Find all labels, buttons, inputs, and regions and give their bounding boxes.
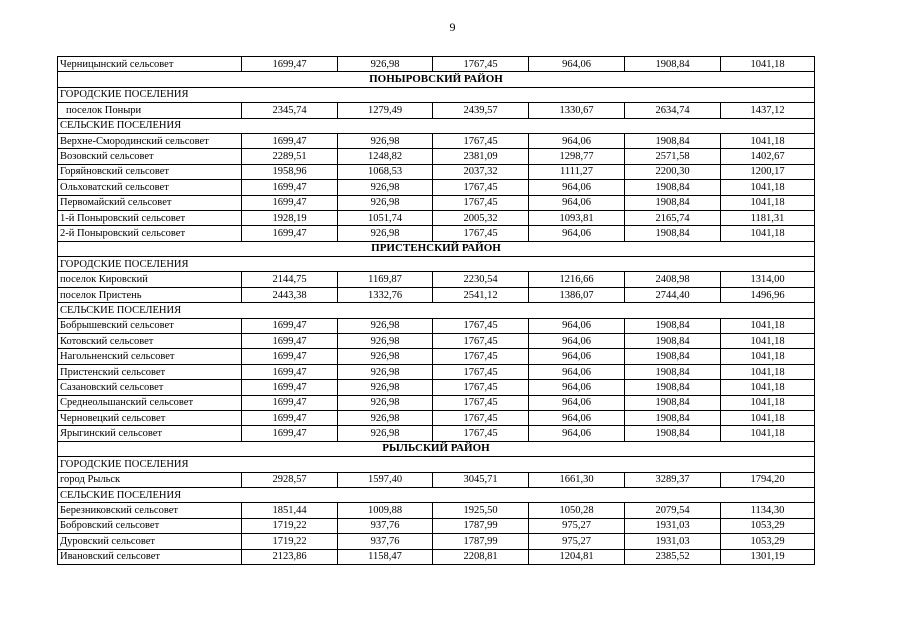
- value-cell-4: 964,06: [529, 133, 625, 148]
- settlement-name: Сазановский сельсовет: [58, 380, 242, 395]
- settlement-name: Ивановский сельсовет: [58, 549, 242, 564]
- value-cell-1: 2289,51: [242, 149, 338, 164]
- table-row: [58, 549, 815, 564]
- settlement-type-label: ГОРОДСКИЕ ПОСЕЛЕНИЯ: [58, 257, 815, 272]
- value-cell-2: 926,98: [338, 318, 433, 333]
- value-cell-2: 1597,40: [338, 472, 433, 487]
- settlement-name: Первомайский сельсовет: [58, 195, 242, 210]
- table-row: [58, 395, 815, 410]
- table-row: [58, 364, 815, 379]
- table-row: [58, 133, 815, 148]
- value-cell-5: 3289,37: [625, 472, 721, 487]
- settlement-name: поселок Пристень: [58, 287, 242, 302]
- value-cell-1: 2443,38: [242, 287, 338, 302]
- value-cell-2: 1158,47: [338, 549, 433, 564]
- value-cell-3: 2439,57: [433, 103, 529, 118]
- value-cell-3: 1767,45: [433, 318, 529, 333]
- value-cell-2: 926,98: [338, 334, 433, 349]
- district-heading-row: [58, 241, 815, 256]
- value-cell-3: 1767,45: [433, 226, 529, 241]
- table-row: [58, 180, 815, 195]
- value-cell-5: 2744,40: [625, 287, 721, 302]
- value-cell-3: 2230,54: [433, 272, 529, 287]
- value-cell-4: 964,06: [529, 180, 625, 195]
- value-cell-2: 926,98: [338, 364, 433, 379]
- value-cell-5: 2165,74: [625, 210, 721, 225]
- value-cell-6: 1041,18: [721, 133, 815, 148]
- value-cell-5: 1908,84: [625, 364, 721, 379]
- settlement-name: Возовский сельсовет: [58, 149, 242, 164]
- value-cell-1: 1699,47: [242, 334, 338, 349]
- value-cell-5: 1908,84: [625, 195, 721, 210]
- value-cell-1: 1699,47: [242, 426, 338, 441]
- value-cell-6: 1301,19: [721, 549, 815, 564]
- settlement-name: Березниковский сельсовет: [58, 503, 242, 518]
- table-row: [58, 503, 815, 518]
- value-cell-3: 1787,99: [433, 518, 529, 533]
- value-cell-4: 1093,81: [529, 210, 625, 225]
- value-cell-1: 1719,22: [242, 534, 338, 549]
- value-cell-6: 1134,30: [721, 503, 815, 518]
- table-row: [58, 272, 815, 287]
- value-cell-1: 1699,47: [242, 318, 338, 333]
- value-cell-6: 1041,18: [721, 364, 815, 379]
- value-cell-5: 2571,58: [625, 149, 721, 164]
- value-cell-4: 975,27: [529, 518, 625, 533]
- value-cell-4: 1298,77: [529, 149, 625, 164]
- value-cell-5: 1908,84: [625, 334, 721, 349]
- table-row: [58, 149, 815, 164]
- value-cell-3: 1767,45: [433, 395, 529, 410]
- district-heading: ПРИСТЕНСКИЙ РАЙОН: [58, 241, 815, 256]
- settlement-name: поселок Кировский: [58, 272, 242, 287]
- value-cell-5: 2200,30: [625, 164, 721, 179]
- district-heading-row: [58, 441, 815, 456]
- table-row: [58, 318, 815, 333]
- value-cell-2: 926,98: [338, 395, 433, 410]
- settlement-name: Пристенский сельсовет: [58, 364, 242, 379]
- value-cell-4: 964,06: [529, 410, 625, 425]
- value-cell-5: 1931,03: [625, 534, 721, 549]
- settlement-type-label: СЕЛЬСКИЕ ПОСЕЛЕНИЯ: [58, 303, 815, 318]
- value-cell-2: 1169,87: [338, 272, 433, 287]
- value-cell-3: 2381,09: [433, 149, 529, 164]
- value-cell-2: 926,98: [338, 426, 433, 441]
- district-heading-row: [58, 72, 815, 87]
- value-cell-5: 1908,84: [625, 395, 721, 410]
- value-cell-3: 1767,45: [433, 349, 529, 364]
- value-cell-6: 1041,18: [721, 380, 815, 395]
- settlement-name: Черницынский сельсовет: [58, 57, 242, 72]
- value-cell-2: 1068,53: [338, 164, 433, 179]
- value-cell-6: 1794,20: [721, 472, 815, 487]
- value-cell-1: 1699,47: [242, 349, 338, 364]
- value-cell-3: 1767,45: [433, 380, 529, 395]
- value-cell-3: 1767,45: [433, 334, 529, 349]
- value-cell-6: 1496,96: [721, 287, 815, 302]
- settlement-name: Верхне-Смородинский сельсовет: [58, 133, 242, 148]
- settlement-name: Ольховатский сельсовет: [58, 180, 242, 195]
- settlement-type-row: [58, 87, 815, 102]
- table-row: [58, 410, 815, 425]
- value-cell-6: 1041,18: [721, 195, 815, 210]
- value-cell-6: 1041,18: [721, 180, 815, 195]
- value-cell-5: 1908,84: [625, 57, 721, 72]
- value-cell-4: 964,06: [529, 395, 625, 410]
- value-cell-1: 1719,22: [242, 518, 338, 533]
- value-cell-5: 1908,84: [625, 180, 721, 195]
- district-heading: ПОНЫРОВСКИЙ РАЙОН: [58, 72, 815, 87]
- value-cell-6: 1402,67: [721, 149, 815, 164]
- table-row: [58, 164, 815, 179]
- value-cell-3: 1787,99: [433, 534, 529, 549]
- value-cell-4: 964,06: [529, 226, 625, 241]
- value-cell-6: 1041,18: [721, 410, 815, 425]
- value-cell-1: 1699,47: [242, 226, 338, 241]
- settlement-name: поселок Поныри: [58, 103, 242, 118]
- value-cell-5: 1908,84: [625, 318, 721, 333]
- value-cell-6: 1041,18: [721, 349, 815, 364]
- value-cell-5: 2385,52: [625, 549, 721, 564]
- tariff-table: [57, 56, 815, 565]
- value-cell-1: 1699,47: [242, 380, 338, 395]
- value-cell-4: 1330,67: [529, 103, 625, 118]
- value-cell-3: 2541,12: [433, 287, 529, 302]
- value-cell-5: 1908,84: [625, 133, 721, 148]
- value-cell-3: 1767,45: [433, 133, 529, 148]
- value-cell-5: 1908,84: [625, 426, 721, 441]
- value-cell-2: 926,98: [338, 57, 433, 72]
- value-cell-2: 1009,88: [338, 503, 433, 518]
- settlement-type-label: СЕЛЬСКИЕ ПОСЕЛЕНИЯ: [58, 118, 815, 133]
- settlement-name: Черновецкий сельсовет: [58, 410, 242, 425]
- value-cell-4: 1216,66: [529, 272, 625, 287]
- value-cell-4: 1111,27: [529, 164, 625, 179]
- value-cell-1: 1699,47: [242, 364, 338, 379]
- value-cell-4: 964,06: [529, 380, 625, 395]
- value-cell-2: 926,98: [338, 349, 433, 364]
- value-cell-3: 2037,32: [433, 164, 529, 179]
- value-cell-1: 1699,47: [242, 395, 338, 410]
- value-cell-6: 1041,18: [721, 57, 815, 72]
- table-row: [58, 426, 815, 441]
- value-cell-5: 2079,54: [625, 503, 721, 518]
- table-row: [58, 518, 815, 533]
- value-cell-4: 1386,07: [529, 287, 625, 302]
- value-cell-1: 2345,74: [242, 103, 338, 118]
- settlement-name: Котовский сельсовет: [58, 334, 242, 349]
- settlement-name: Дуровский сельсовет: [58, 534, 242, 549]
- value-cell-1: 1958,96: [242, 164, 338, 179]
- settlement-type-label: ГОРОДСКИЕ ПОСЕЛЕНИЯ: [58, 457, 815, 472]
- value-cell-5: 1908,84: [625, 380, 721, 395]
- value-cell-4: 964,06: [529, 318, 625, 333]
- settlement-type-row: [58, 257, 815, 272]
- table-row: [58, 57, 815, 72]
- settlement-type-row: [58, 457, 815, 472]
- value-cell-1: 1699,47: [242, 133, 338, 148]
- value-cell-3: 1767,45: [433, 410, 529, 425]
- value-cell-6: 1041,18: [721, 226, 815, 241]
- table-row: [58, 195, 815, 210]
- table-body: [58, 57, 815, 565]
- page-number: 9: [449, 20, 456, 34]
- value-cell-4: 964,06: [529, 195, 625, 210]
- value-cell-6: 1041,18: [721, 426, 815, 441]
- value-cell-2: 926,98: [338, 226, 433, 241]
- table-row: [58, 472, 815, 487]
- value-cell-2: 926,98: [338, 195, 433, 210]
- value-cell-4: 964,06: [529, 349, 625, 364]
- value-cell-6: 1041,18: [721, 334, 815, 349]
- settlement-name: Бобровский сельсовет: [58, 518, 242, 533]
- value-cell-2: 926,98: [338, 133, 433, 148]
- district-heading: РЫЛЬСКИЙ РАЙОН: [58, 441, 815, 456]
- value-cell-3: 1767,45: [433, 426, 529, 441]
- value-cell-2: 926,98: [338, 380, 433, 395]
- settlement-name: Нагольненский сельсовет: [58, 349, 242, 364]
- value-cell-5: 1931,03: [625, 518, 721, 533]
- value-cell-6: 1041,18: [721, 395, 815, 410]
- value-cell-1: 1699,47: [242, 410, 338, 425]
- table-row: [58, 287, 815, 302]
- value-cell-3: 2005,32: [433, 210, 529, 225]
- table-row: [58, 210, 815, 225]
- value-cell-5: 1908,84: [625, 349, 721, 364]
- value-cell-2: 1332,76: [338, 287, 433, 302]
- table-row: [58, 103, 815, 118]
- value-cell-1: 1699,47: [242, 195, 338, 210]
- value-cell-3: 1767,45: [433, 364, 529, 379]
- value-cell-4: 964,06: [529, 426, 625, 441]
- table-row: [58, 334, 815, 349]
- value-cell-3: 1767,45: [433, 195, 529, 210]
- value-cell-6: 1053,29: [721, 518, 815, 533]
- settlement-type-row: [58, 118, 815, 133]
- settlement-name: Горяйновский сельсовет: [58, 164, 242, 179]
- value-cell-1: 1699,47: [242, 57, 338, 72]
- value-cell-5: 2408,98: [625, 272, 721, 287]
- value-cell-6: 1181,31: [721, 210, 815, 225]
- value-cell-1: 2144,75: [242, 272, 338, 287]
- value-cell-2: 1279,49: [338, 103, 433, 118]
- value-cell-3: 3045,71: [433, 472, 529, 487]
- value-cell-4: 1661,30: [529, 472, 625, 487]
- table-row: [58, 380, 815, 395]
- value-cell-1: 1851,44: [242, 503, 338, 518]
- value-cell-6: 1041,18: [721, 318, 815, 333]
- settlement-name: Среднеольшанский сельсовет: [58, 395, 242, 410]
- value-cell-1: 2123,86: [242, 549, 338, 564]
- value-cell-2: 1248,82: [338, 149, 433, 164]
- table-row: [58, 349, 815, 364]
- value-cell-5: 2634,74: [625, 103, 721, 118]
- value-cell-4: 964,06: [529, 364, 625, 379]
- value-cell-2: 926,98: [338, 410, 433, 425]
- value-cell-4: 1050,28: [529, 503, 625, 518]
- value-cell-4: 1204,81: [529, 549, 625, 564]
- value-cell-5: 1908,84: [625, 410, 721, 425]
- settlement-name: город Рыльск: [58, 472, 242, 487]
- value-cell-6: 1200,17: [721, 164, 815, 179]
- value-cell-3: 1925,50: [433, 503, 529, 518]
- settlement-name: Бобрышевский сельсовет: [58, 318, 242, 333]
- settlement-type-row: [58, 487, 815, 502]
- value-cell-2: 926,98: [338, 180, 433, 195]
- value-cell-1: 2928,57: [242, 472, 338, 487]
- value-cell-2: 937,76: [338, 518, 433, 533]
- value-cell-4: 964,06: [529, 334, 625, 349]
- value-cell-3: 1767,45: [433, 180, 529, 195]
- settlement-name: 2-й Поныровский сельсовет: [58, 226, 242, 241]
- settlement-type-row: [58, 303, 815, 318]
- table-row: [58, 534, 815, 549]
- value-cell-6: 1053,29: [721, 534, 815, 549]
- value-cell-3: 2208,81: [433, 549, 529, 564]
- value-cell-1: 1928,19: [242, 210, 338, 225]
- settlement-name: Ярыгинский сельсовет: [58, 426, 242, 441]
- settlement-type-label: СЕЛЬСКИЕ ПОСЕЛЕНИЯ: [58, 487, 815, 502]
- value-cell-6: 1437,12: [721, 103, 815, 118]
- table-row: [58, 226, 815, 241]
- value-cell-2: 937,76: [338, 534, 433, 549]
- settlement-name: 1-й Поныровский сельсовет: [58, 210, 242, 225]
- value-cell-3: 1767,45: [433, 57, 529, 72]
- settlement-type-label: ГОРОДСКИЕ ПОСЕЛЕНИЯ: [58, 87, 815, 102]
- value-cell-4: 975,27: [529, 534, 625, 549]
- value-cell-2: 1051,74: [338, 210, 433, 225]
- value-cell-4: 964,06: [529, 57, 625, 72]
- value-cell-5: 1908,84: [625, 226, 721, 241]
- value-cell-1: 1699,47: [242, 180, 338, 195]
- value-cell-6: 1314,00: [721, 272, 815, 287]
